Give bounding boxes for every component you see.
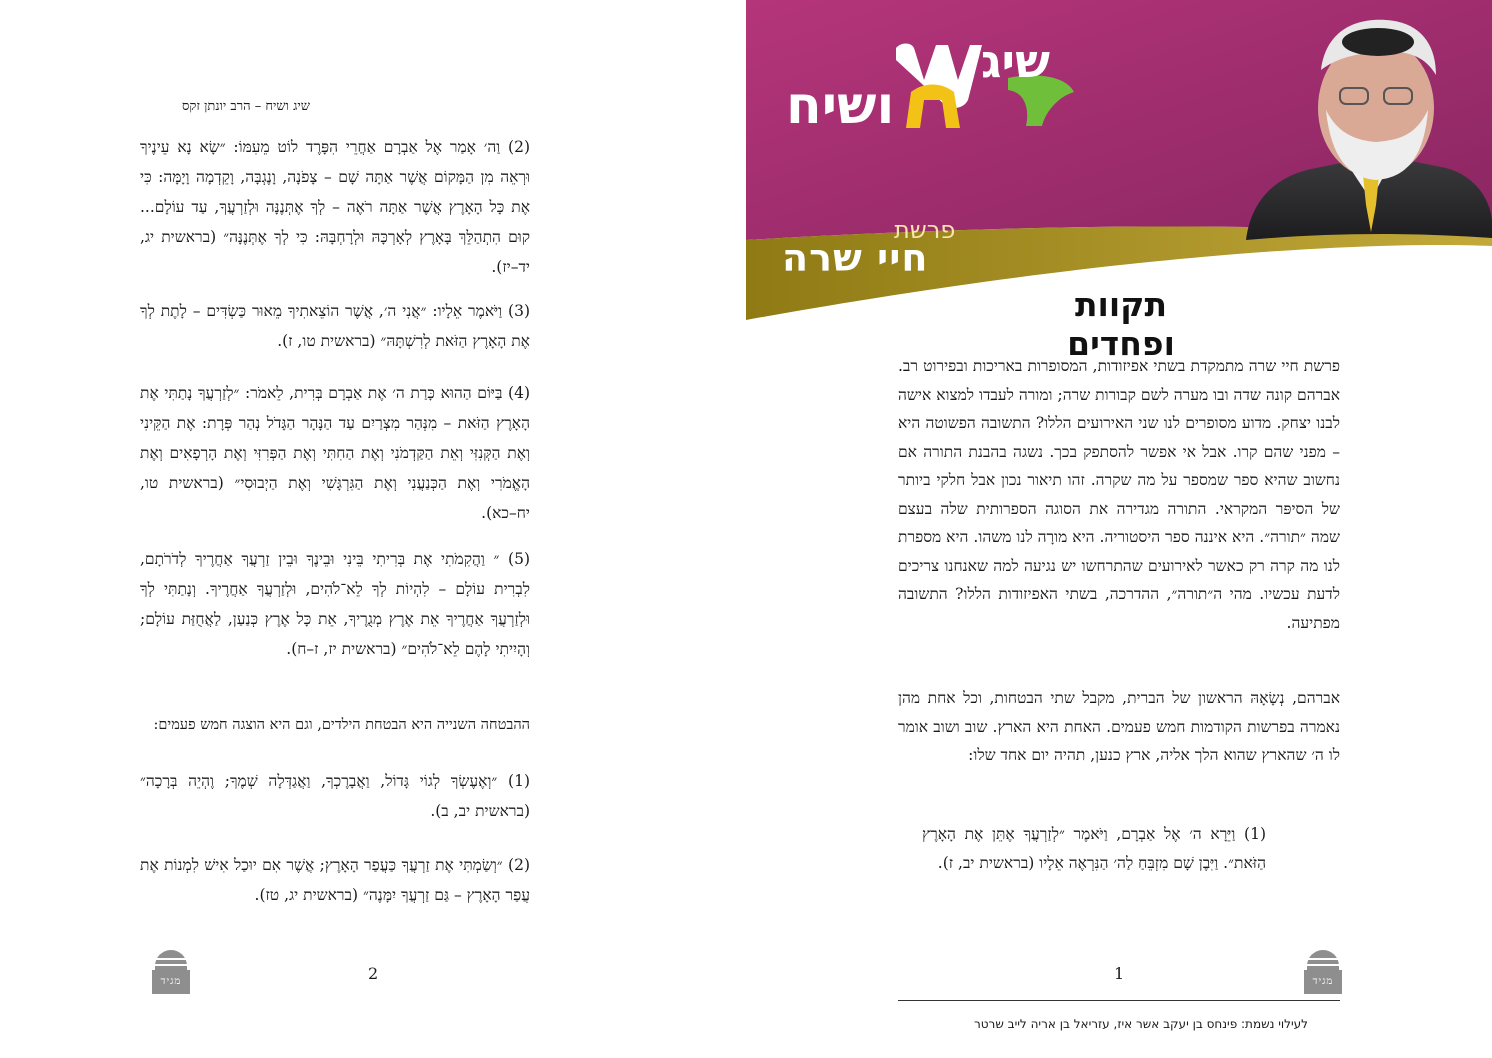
logo-stripe — [152, 958, 190, 960]
logo-wordmark — [886, 28, 1050, 106]
publisher-logo — [1304, 950, 1342, 994]
publisher-logo-text: מגיד — [1304, 970, 1342, 994]
running-header: שיג ושיח – הרב יונתן זקס — [181, 99, 310, 114]
quote-land-1 — [922, 820, 1266, 878]
quote-text: (1) ״וְאֶעֶשְׂךָ לְגוֹי גָּדוֹל, וַאֲבָרֶכְךָ, וַאֲגַדְּלָה שְׁמֶךָ; וֶהְיֵה בְּרָכָה״ (בראשית יב, ב). — [140, 772, 530, 820]
page-number: 1 — [1114, 964, 1125, 983]
article-title: תקוות ופחדים — [1067, 285, 1175, 363]
quote-text: (5) ״ וַהֲקִמֹתִי אֶת בְּרִיתִי בֵּינִי וּבֵינֶךָ וּבֵין זַרְעֲךָ אַחֲרֶיךָ לְדֹרֹתָם, לִבְרִית עוֹלָם – לִהְיוֹת לְךָ לֵא־לֹהִים, וּלְזַרְעֲךָ אַחֲרֶיךָ. וְנָתַתִּי לְךָ וּלְזַרְעֲךָ אַחֲרֶיךָ אֵת אֶרֶץ מְגֻרֶיךָ, אֵת כָּל אֶרֶץ כְּנַעַן, לַאֲחֻזַּת עוֹלָם; וְהָיִיתִי לָהֶם לֵא־לֹהִים״ (בראשית יז, ז–ח). — [140, 550, 530, 658]
quote-text: (2) ״וְשַׂמְתִּי אֶת זַרְעֲךָ כַּעֲפַר הָאָרֶץ; אֲשֶׁר אִם יוּכַל אִישׁ לִמְנוֹת אֶת עֲפַר הָאָרֶץ – גַּם זַרְעֲךָ יִמָּנֶה״ (בראשית יג, טז). — [140, 856, 530, 904]
parsha-banner — [746, 0, 1492, 320]
paragraph-2 — [898, 684, 1340, 770]
quote-land-2 — [140, 132, 530, 282]
quote-text: (2) וַה׳ אָמַר אֶל אַבְרָם אַחֲרֵי הִפָּרֶד לוֹט מֵעִמּוֹ: ״שָׂא נָא עֵינֶיךָ וּרְאֵה מִן הַמָּקוֹם אֲשֶׁר אַתָּה שָׁם – צָפֹנָה, וָנֶגְבָּה, וָקֵדְמָה וָיָמָּה: כִּי אֶת כָּל הָאָרֶץ אֲשֶׁר אַתָּה רֹאֶה – לְךָ אֶתְּנֶנָּה וּלְזַרְעֲךָ, עַד עוֹלָם... קוּם הִתְהַלֵּךְ בָּאָרֶץ לְאָרְכָּהּ וּלְרָחְבָּהּ: כִּי לְךָ אֶתְּנֶנָּה״ (בראשית יג, יד–יז). — [140, 138, 530, 276]
parsha-label: פרשת — [894, 216, 956, 244]
intro-text: ההבטחה השנייה היא הבטחת הילדים, וגם היא הוצגה חמש פעמים: — [153, 717, 530, 733]
logo-stripe — [1304, 958, 1342, 960]
paragraph-text: פרשת חיי שרה מתמקדת בשתי אפיזודות, המסופרות באריכות ובפירוט רב. אברהם קונה שדה ובו מערה לשם קבורות שרה; ומורה לעבדו למצוא אישה לבנו יצחק. מדוע מסופרים לנו שני האירועים הללו? התשובה הפשוטה היא – מפני שהם קרו. אבל אי אפשר להסתפק בכך. נשגה בהבנת התורה אם נחשוב שהיא ספר שמספר על מה שקרה. זהו תיאור נכון אבל חלקי ביותר של הסיפּר המקראי. התורה מגדירה את הסוגה הספרותית שלה בעצם שמה ״תורה״. היא איננה ספר היסטוריה. היא מורָה לנו משהו. היא מספרת לנו מה קרה רק כאשר לאירועים שהתרחשו יש נגיעה למה שאנחנו צריכים לדעת עכשיו. מהי ה״תורה״, ההדרכה, בשתי האפיזודות הללו? התשובה מפתיעה. — [898, 357, 1340, 632]
logo-stripe — [152, 964, 190, 966]
footer-divider — [898, 1000, 1340, 1001]
quote-children-2 — [140, 850, 530, 910]
logo-line-2: ושיח — [786, 76, 895, 136]
quote-children-1 — [140, 766, 530, 826]
parsha-name: חיי שרה — [782, 236, 929, 280]
quote-land-3 — [140, 296, 530, 356]
quote-text: (4) בַּיּוֹם הַהוּא כָּרַת ה׳ אֶת אַבְרָם בְּרִית, לֵאמֹר: ״לְזַרְעֲךָ נָתַתִּי אֶת הָאָרֶץ הַזֹּאת – מִנְּהַר מִצְרַיִם עַד הַנָּהָר הַגָּדֹל נְהַר פְּרָת: אֶת הַקֵּינִי וְאֶת הַקְּנִזִּי וְאֵת הַקַּדְמֹנִי וְאֶת הַחִתִּי וְאֶת הַפְּרִזִּי וְאֶת הָרְפָאִים וְאֶת הָאֱמֹרִי וְאֶת הַכְּנַעֲנִי וְאֶת הַגִּרְגָּשִׁי וְאֶת הַיְבוּסִי״ (בראשית טו, יח–כא). — [140, 384, 530, 522]
logo-stripe — [1304, 964, 1342, 966]
quote-text: (3) וַיֹּאמֶר אֵלָיו: ״אֲנִי ה׳, אֲשֶׁר הוֹצֵאתִיךָ מֵאוּר כַּשְׂדִּים – לָתֶת לְךָ אֶת הָאָרֶץ הַזֹּאת לְרִשְׁתָּהּ״ (בראשית טו, ז). — [140, 302, 530, 350]
footer-dedication: לעילוי נשמת: פינחס בן יעקב אשר איז, עזריאל בן אריה לייב שרטר — [973, 1017, 1308, 1031]
page-number: 2 — [368, 964, 379, 983]
right-page — [746, 0, 1492, 1058]
quote-text: (1) וַיֵּרָא ה׳ אֶל אַבְרָם, וַיֹּאמֶר ״לְזַרְעֲךָ אֶתֵּן אֶת הָאָרֶץ הַזֹּאת״. וַיִּבֶן שָׁם מִזְבֵּחַ לַה׳ הַנִּרְאֶה אֵלָיו (בראשית יב, ז). — [922, 825, 1266, 872]
quote-land-5 — [140, 544, 530, 664]
paragraph-1 — [898, 352, 1340, 637]
publisher-dome-icon — [1307, 950, 1339, 970]
paragraph-text: אברהם, נְשָׂאָהּ הראשון של הברית, מקבל שתי הבטחות, וכל אחת מהן נאמרה בפרשות הקודמות חמש פעמים. האחת היא הארץ. שוב ושוב אומר לו ה׳ שהארץ שהוא הלך אליה, ארץ כנען, תהיה יום אחד שלו: — [898, 689, 1340, 764]
publisher-logo — [152, 950, 190, 994]
logo-wordmark-2 — [786, 76, 894, 136]
logo-line-1: שיג — [981, 34, 1050, 88]
second-promise-intro — [140, 710, 530, 740]
quote-land-4 — [140, 378, 530, 528]
publisher-dome-icon — [155, 950, 187, 970]
publisher-logo-text: מגיד — [152, 970, 190, 994]
